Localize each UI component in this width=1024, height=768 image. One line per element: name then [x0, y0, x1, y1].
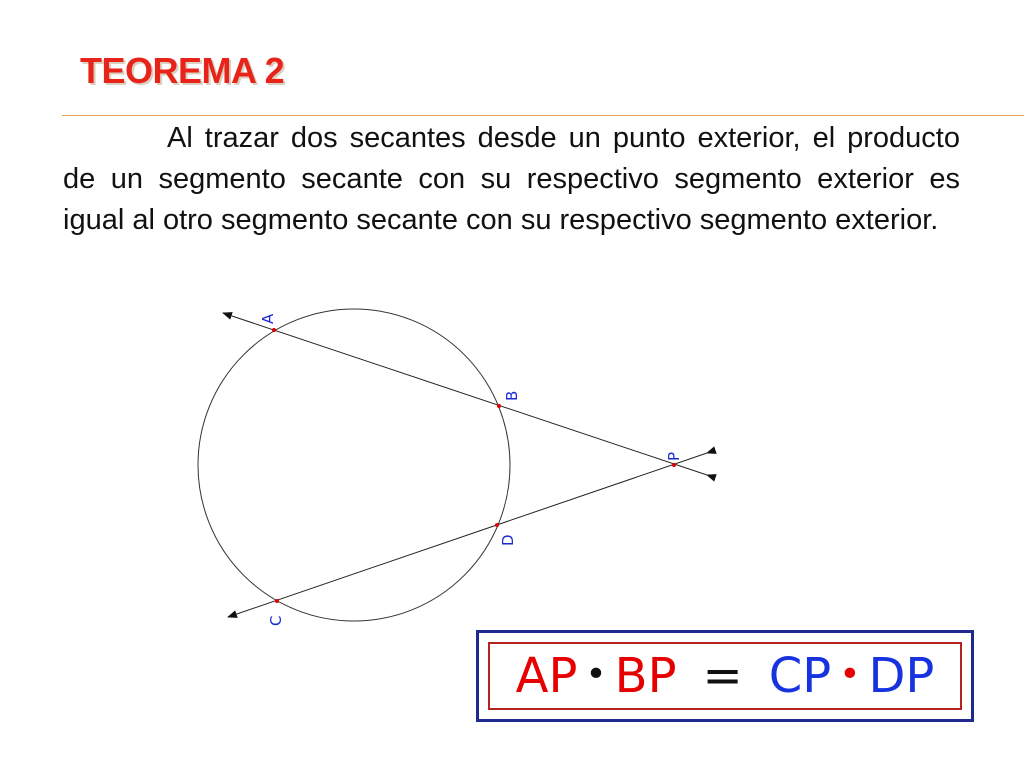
point-d	[495, 523, 499, 527]
point-a	[272, 328, 276, 332]
formula-inner-frame	[488, 642, 962, 710]
formula-term-ap: AP	[515, 648, 578, 704]
point-b	[497, 404, 501, 408]
point-c	[275, 599, 279, 603]
label-d: D	[499, 534, 517, 546]
slide-title: TEOREMA 2	[80, 50, 285, 91]
formula-dot-left: •	[585, 654, 607, 695]
label-a: A	[259, 313, 277, 324]
formula-box	[476, 630, 974, 722]
secant-line-cd	[228, 453, 707, 617]
formula-term-bp: BP	[614, 648, 677, 704]
formula	[515, 648, 935, 704]
formula-term-dp: DP	[868, 648, 935, 704]
point-p	[672, 463, 676, 467]
label-b: B	[503, 390, 521, 401]
theorem-statement: Al trazar dos secantes desde un punto exterior, el producto de un segmento secante con su respectivo segmento exterior es igual al otro segmento secante con su respectivo segmento exterior.	[63, 122, 960, 236]
label-c: C	[267, 615, 285, 626]
label-p: P	[665, 451, 683, 461]
formula-term-cp: CP	[768, 648, 832, 704]
secant-line-ab	[223, 313, 707, 475]
formula-dot-right: •	[839, 654, 861, 695]
formula-equals: =	[702, 648, 743, 704]
